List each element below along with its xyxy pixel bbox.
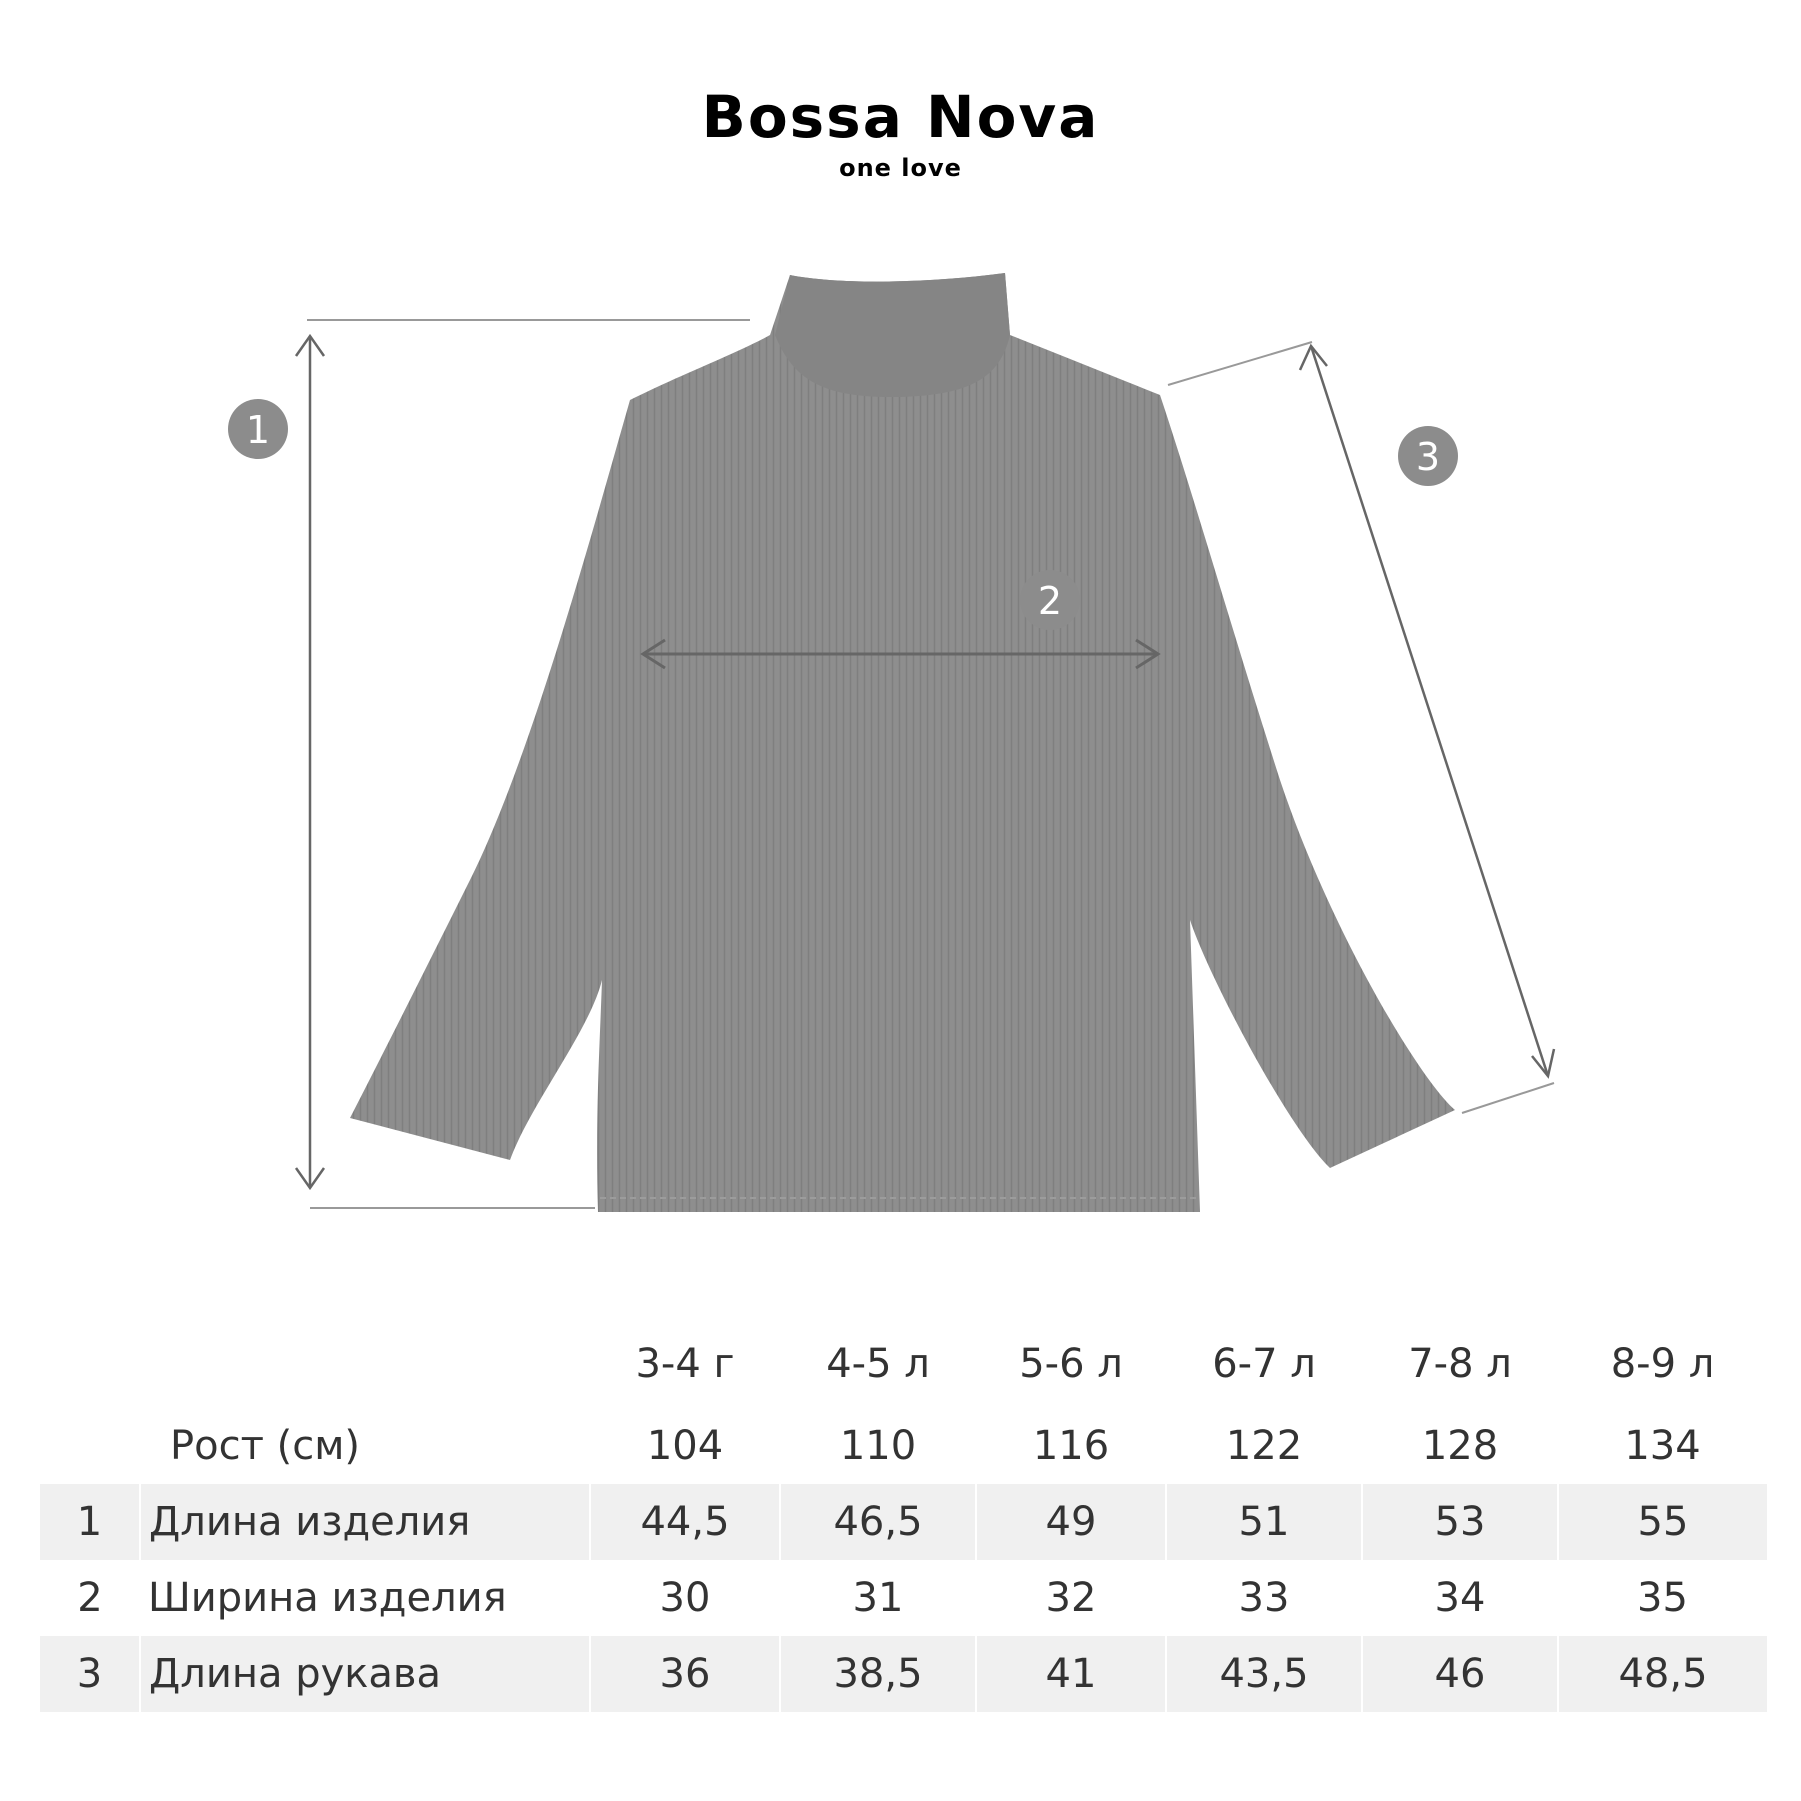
table-cell: 110 — [839, 1423, 917, 1469]
table-cell: 44,5 — [590, 1484, 780, 1560]
marker-3-label: 3 — [1415, 435, 1441, 479]
table-row — [40, 1636, 1767, 1712]
table-cell: 38,5 — [780, 1636, 976, 1712]
table-cell: 122 — [1225, 1423, 1303, 1469]
table-cell: 34 — [1434, 1575, 1486, 1621]
row-label: Рост (см) — [170, 1423, 360, 1469]
table-cell: 35 — [1637, 1575, 1688, 1621]
table-cell: 46 — [1362, 1636, 1558, 1712]
marker-2-label: 2 — [1037, 579, 1063, 623]
table-cell: 31 — [852, 1575, 904, 1621]
marker-3 — [1398, 426, 1458, 486]
row-number: 2 — [77, 1575, 103, 1621]
row-label: Длина изделия — [140, 1484, 590, 1560]
size-header-row — [40, 1320, 1767, 1408]
size-header: 5-6 л — [1019, 1341, 1123, 1387]
row-label: Ширина изделия — [148, 1575, 507, 1621]
size-header: 7-8 л — [1408, 1341, 1512, 1387]
table-cell: 36 — [590, 1636, 780, 1712]
table-cell: 46,5 — [780, 1484, 976, 1560]
turtleneck-sweater — [350, 273, 1455, 1212]
table-cell: 41 — [976, 1636, 1166, 1712]
brand-tagline: one love — [839, 154, 962, 182]
table-row — [40, 1484, 1767, 1560]
table-cell: 116 — [1032, 1423, 1110, 1469]
size-chart-table — [40, 1320, 1767, 1712]
brand-name: Bossa Nova — [701, 83, 1100, 151]
marker-1-label: 1 — [245, 408, 271, 452]
row-number: 3 — [40, 1636, 140, 1712]
sweater-body — [350, 273, 1455, 1212]
marker-2 — [1020, 570, 1080, 630]
table-cell: 43,5 — [1166, 1636, 1362, 1712]
row-number: 1 — [40, 1484, 140, 1560]
table-cell: 49 — [976, 1484, 1166, 1560]
size-header: 3-4 г — [635, 1341, 735, 1387]
sweater-collar — [775, 273, 1010, 397]
table-cell: 51 — [1166, 1484, 1362, 1560]
size-header: 6-7 л — [1212, 1341, 1316, 1387]
table-row — [40, 1560, 1767, 1636]
table-cell: 104 — [646, 1423, 724, 1469]
table-cell: 48,5 — [1558, 1636, 1767, 1712]
marker-1 — [228, 399, 288, 459]
size-header: 4-5 л — [826, 1341, 930, 1387]
height-row — [40, 1408, 1767, 1484]
size-header: 8-9 л — [1610, 1341, 1715, 1387]
table-cell: 33 — [1238, 1575, 1290, 1621]
table-cell: 30 — [659, 1575, 711, 1621]
table-cell: 53 — [1362, 1484, 1558, 1560]
table-cell: 134 — [1624, 1423, 1701, 1469]
table-cell: 55 — [1558, 1484, 1767, 1560]
table-cell: 32 — [1045, 1575, 1097, 1621]
table-cell: 128 — [1421, 1423, 1499, 1469]
row-label: Длина рукава — [140, 1636, 590, 1712]
